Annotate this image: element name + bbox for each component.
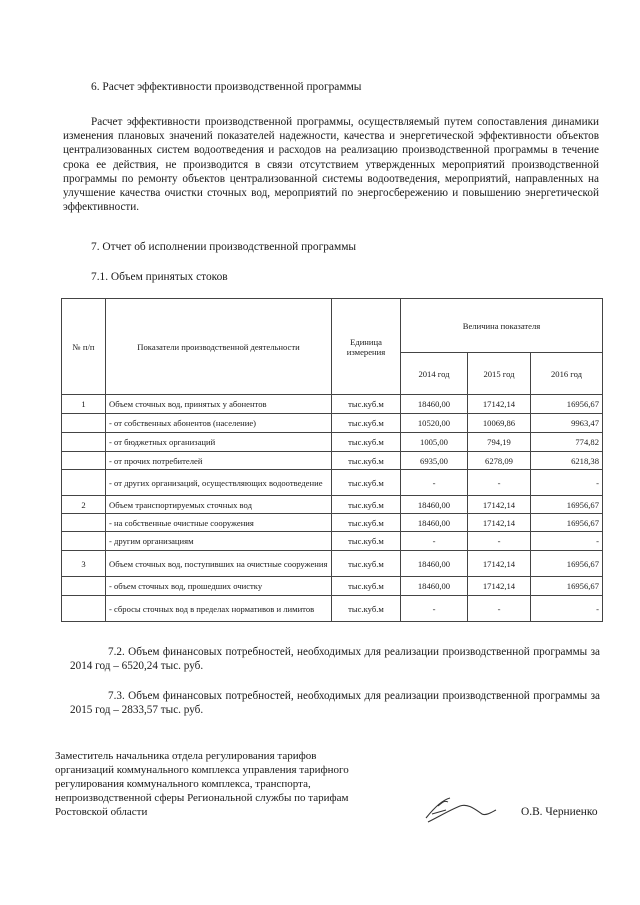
row-indicator-name: Объем транспортируемых сточных вод xyxy=(106,496,332,514)
table-row xyxy=(62,514,603,532)
row-value-2014: 10520,00 xyxy=(401,414,468,433)
row-number xyxy=(62,532,106,551)
row-value-2015: 10069,86 xyxy=(468,414,531,433)
row-unit: тыс.куб.м xyxy=(332,532,401,551)
row-unit: тыс.куб.м xyxy=(332,433,401,452)
row-value-2015: 17142,14 xyxy=(468,577,531,596)
row-value-2014: - xyxy=(401,532,468,551)
table-row xyxy=(62,551,603,577)
row-unit: тыс.куб.м xyxy=(332,414,401,433)
row-value-2014: 18460,00 xyxy=(401,551,468,577)
row-unit: тыс.куб.м xyxy=(332,470,401,496)
col-header-unit: Единица измерения xyxy=(332,299,401,395)
row-number xyxy=(62,596,106,622)
row-indicator-name: Объем сточных вод, принятых у абонентов xyxy=(106,395,332,414)
row-value-2016: 16956,67 xyxy=(531,514,603,532)
row-value-2015: 17142,14 xyxy=(468,514,531,532)
table-row xyxy=(62,452,603,470)
row-number xyxy=(62,414,106,433)
row-unit: тыс.куб.м xyxy=(332,395,401,414)
row-value-2015: 794,19 xyxy=(468,433,531,452)
row-indicator-name: - другим организациям xyxy=(106,532,332,551)
row-value-2014: - xyxy=(401,470,468,496)
row-value-2016: 9963,47 xyxy=(531,414,603,433)
row-indicator-name: - на собственные очистные сооружения xyxy=(106,514,332,532)
row-number xyxy=(62,452,106,470)
row-unit: тыс.куб.м xyxy=(332,596,401,622)
table-row xyxy=(62,470,603,496)
signatory-name: О.В. Черниенко xyxy=(521,806,598,818)
row-indicator-name: - объем сточных вод, прошедших очистку xyxy=(106,577,332,596)
row-value-2015: 17142,14 xyxy=(468,395,531,414)
col-header-num: № п/п xyxy=(62,299,106,395)
row-indicator-name: - от собственных абонентов (население) xyxy=(106,414,332,433)
row-number: 3 xyxy=(62,551,106,577)
col-header-2014: 2014 год xyxy=(401,353,468,395)
section-7-3-paragraph: 7.3. Объем финансовых потребностей, необходимых для реализации производственной программы за 2015 год – 2833,57 тыс. руб. xyxy=(70,690,600,717)
row-value-2016: 16956,67 xyxy=(531,577,603,596)
table-header-row xyxy=(62,299,603,353)
row-value-2016: 774,82 xyxy=(531,433,603,452)
row-indicator-name: - от прочих потребителей xyxy=(106,452,332,470)
col-header-name: Показатели производственной деятельности xyxy=(106,299,332,395)
col-header-2015: 2015 год xyxy=(468,353,531,395)
table-row xyxy=(62,395,603,414)
row-indicator-name: - от бюджетных организаций xyxy=(106,433,332,452)
row-number: 2 xyxy=(62,496,106,514)
table-row xyxy=(62,433,603,452)
row-value-2015: 6278,09 xyxy=(468,452,531,470)
row-value-2014: 18460,00 xyxy=(401,395,468,414)
row-unit: тыс.куб.м xyxy=(332,551,401,577)
signature-position-line-3: регулирования коммунального комплекса, транспорта, xyxy=(55,778,311,790)
row-value-2015: - xyxy=(468,470,531,496)
row-value-2016: 16956,67 xyxy=(531,551,603,577)
section-7-1-heading: 7.1. Объем принятых стоков xyxy=(91,271,228,283)
row-number: 1 xyxy=(62,395,106,414)
table-row xyxy=(62,496,603,514)
col-header-2016: 2016 год xyxy=(531,353,603,395)
row-value-2014: 18460,00 xyxy=(401,577,468,596)
signature-position-line-1: Заместитель начальника отдела регулирования тарифов xyxy=(55,750,317,762)
row-value-2015: 17142,14 xyxy=(468,496,531,514)
row-unit: тыс.куб.м xyxy=(332,496,401,514)
wastewater-volume-table xyxy=(61,298,603,622)
row-number xyxy=(62,433,106,452)
signature-position-line-5: Ростовской области xyxy=(55,806,148,818)
row-value-2014: 18460,00 xyxy=(401,496,468,514)
section-6-paragraph: Расчет эффективности производственной программы, осуществляемый путем сопоставления динамики изменения плановых значений показателей надежности, качества и энергетической эффективности объектов централизованных систем водоотведения и расходов на реализацию производственной программы в течение срока ее действия, не производится в связи отсутствием утвержденных мероприятий производственной программы по ремонту объектов централизованной системы водоотведения, мероприятий, направленных на улучшение качества очистки сточных вод, мероприятий по энергосбережению и повышению энергетической эффективности. xyxy=(63,116,599,214)
row-unit: тыс.куб.м xyxy=(332,577,401,596)
row-unit: тыс.куб.м xyxy=(332,452,401,470)
section-7-2-paragraph: 7.2. Объем финансовых потребностей, необходимых для реализации производственной программы за 2014 год – 6520,24 тыс. руб. xyxy=(70,646,600,673)
row-number xyxy=(62,470,106,496)
row-value-2016: - xyxy=(531,532,603,551)
row-number xyxy=(62,577,106,596)
table-row xyxy=(62,414,603,433)
section-7-heading: 7. Отчет об исполнении производственной программы xyxy=(91,241,357,253)
row-value-2014: - xyxy=(401,596,468,622)
handwritten-signature xyxy=(420,788,500,828)
section-6-heading: 6. Расчет эффективности производственной программы xyxy=(91,81,362,93)
row-value-2016: 16956,67 xyxy=(531,496,603,514)
table-row xyxy=(62,532,603,551)
row-unit: тыс.куб.м xyxy=(332,514,401,532)
table-row xyxy=(62,596,603,622)
row-value-2014: 1005,00 xyxy=(401,433,468,452)
signature-position-line-4: непроизводственной сферы Региональной службы по тарифам xyxy=(55,792,349,804)
row-value-2016: - xyxy=(531,596,603,622)
row-indicator-name: Объем сточных вод, поступивших на очистные сооружения xyxy=(106,551,332,577)
row-value-2016: 6218,38 xyxy=(531,452,603,470)
row-value-2015: - xyxy=(468,532,531,551)
row-value-2016: - xyxy=(531,470,603,496)
row-number xyxy=(62,514,106,532)
signature-position-line-2: организаций коммунального комплекса управления тарифного xyxy=(55,764,349,776)
row-value-2014: 6935,00 xyxy=(401,452,468,470)
table-row xyxy=(62,577,603,596)
row-indicator-name: - сбросы сточных вод в пределах нормативов и лимитов xyxy=(106,596,332,622)
row-value-2015: 17142,14 xyxy=(468,551,531,577)
row-value-2014: 18460,00 xyxy=(401,514,468,532)
col-header-value: Величина показателя xyxy=(401,299,603,353)
row-value-2015: - xyxy=(468,596,531,622)
row-indicator-name: - от других организаций, осуществляющих водоотведение xyxy=(106,470,332,496)
row-value-2016: 16956,67 xyxy=(531,395,603,414)
